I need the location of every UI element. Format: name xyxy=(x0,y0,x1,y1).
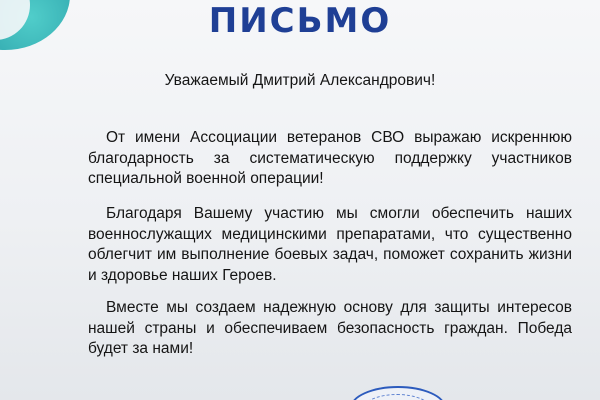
letter-paragraph-1: От имени Ассоциации ветеранов СВО выражаю искреннюю благодарность за систематическую поддержку участников специальной военной операции! xyxy=(88,129,572,187)
letter-title: ПИСЬМО xyxy=(208,1,392,41)
letter-paragraph-2: Благодаря Вашему участию мы смогли обеспечить наших военнослужащих медицинскими препаратами, что существенно облегчит им выполнение боевых задач, поможет сохранить жизни и здоровье наших Героев. xyxy=(88,205,572,284)
letter-greeting: Уважаемый Дмитрий Александрович! xyxy=(164,72,436,89)
letter-paragraph-3: Вместе мы создаем надежную основу для защиты интересов нашей страны и обеспечиваем безопасность граждан. Победа будет за нами! xyxy=(88,299,572,357)
